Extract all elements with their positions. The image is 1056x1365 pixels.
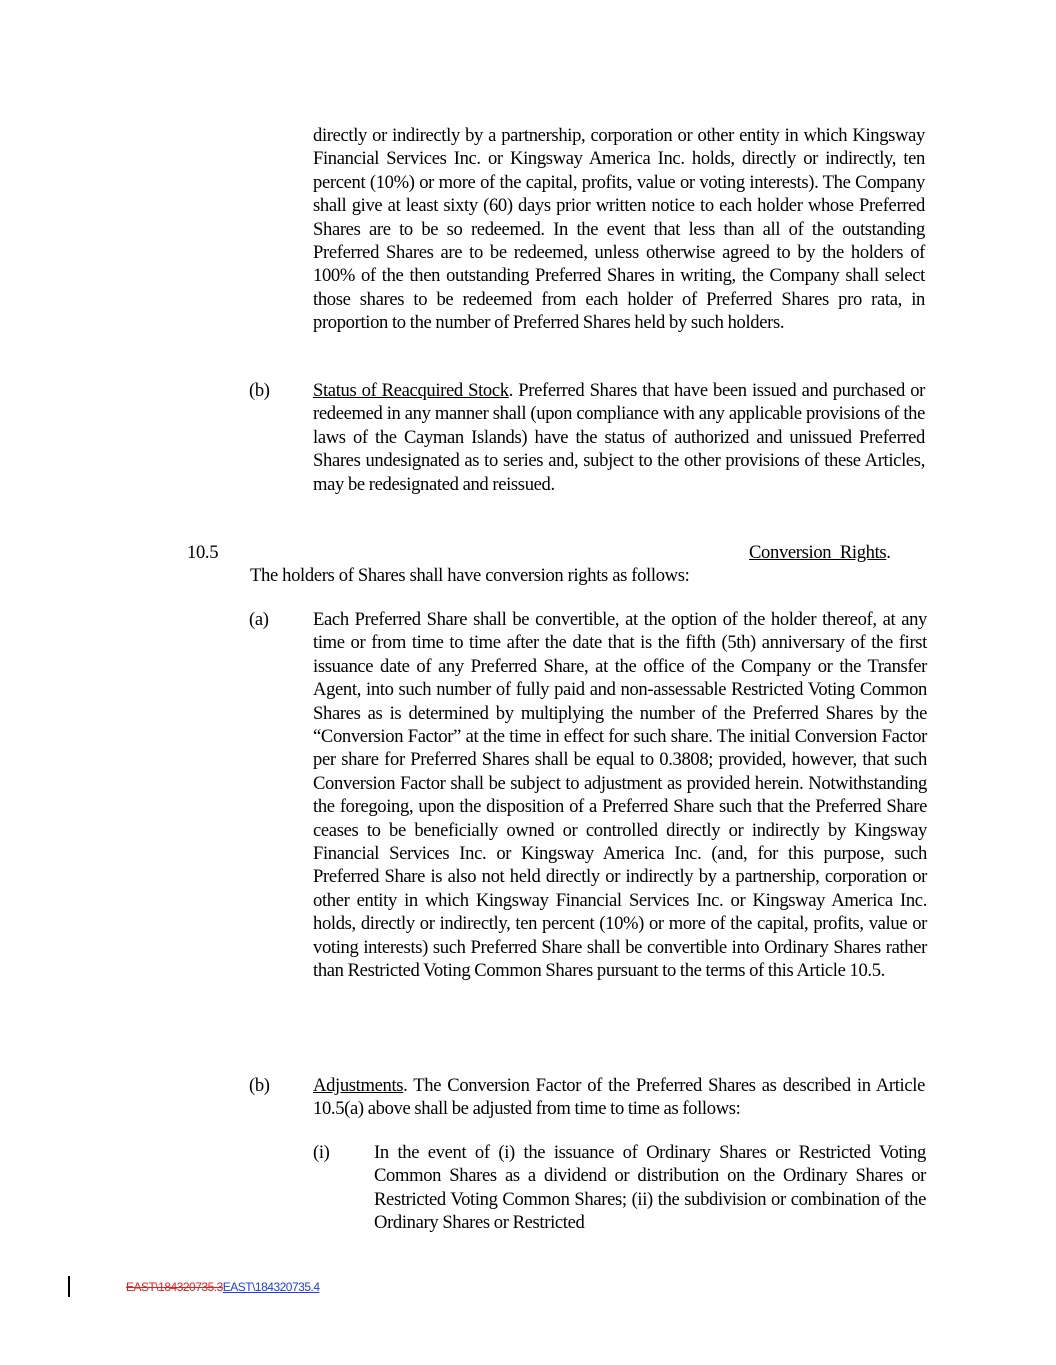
paragraph-continued: directly or indirectly by a partnership, corporation or other entity in which Kingsway Financial Services Inc. or Kingsway America Inc. holds, directly or indirectly, ten percent (10%) or more of the capital, profits, value or voting interests). The Company shall give at least sixty (60) days prior written notice to each holder whose Preferred Shares are to be so redeemed. In the event that less than all of the outstanding Preferred Shares are to be redeemed, unless otherwise agreed to by the holders of 100% of the then outstanding Preferred Shares in writing, the Company shall select those shares to be redeemed from each holder of Preferred Shares pro rata, in proportion to the number of Preferred Shares held by such holders.	[313, 125, 925, 334]
paragraph-status-of-reacquired-stock	[313, 379, 925, 496]
item-label-i: (i)	[313, 1142, 330, 1163]
item-label-b-adjustments: (b)	[249, 1075, 270, 1096]
footer-new-id: EAST\184320735.4	[222, 1280, 320, 1294]
conversion-rights-heading: Conversion Rights	[749, 542, 887, 563]
footer-old-id: EAST\184320735.3	[126, 1280, 223, 1294]
document-footer-id	[126, 1280, 320, 1294]
item-label-b: (b)	[249, 380, 270, 401]
adjustments-body: . The Conversion Factor of the Preferred Shares as described in Article 10.5(a) above shall be adjusted from time to time as follows:	[313, 1075, 925, 1120]
section-number-10-5: 10.5	[187, 542, 219, 563]
heading-status-of-reacquired-stock: Status of Reacquired Stock	[313, 380, 509, 401]
paragraph-adjustments	[313, 1074, 925, 1121]
status-body: . Preferred Shares that have been issued and purchased or redeemed in any manner shall (upon compliance with any applicable provisions of the laws of the Cayman Islands) have the status of authorized and unissued Preferred Shares undesignated as to series and, subject to the other provisions of these Articles, may be redesignated and reissued.	[313, 380, 925, 495]
paragraph-i: In the event of (i) the issuance of Ordinary Shares or Restricted Voting Common Shares as a dividend or distribution on the Ordinary Shares or Restricted Voting Common Shares; (ii) the subdivision or combination of the Ordinary Shares or Restricted	[374, 1142, 926, 1234]
section-heading-conversion-rights	[749, 541, 891, 564]
item-label-a: (a)	[249, 609, 269, 630]
conversion-rights-period: .	[886, 542, 891, 563]
heading-adjustments: Adjustments	[313, 1075, 404, 1096]
change-bar	[68, 1276, 70, 1297]
section-intro: The holders of Shares shall have conversion rights as follows:	[250, 565, 690, 586]
paragraph-conversion-a: Each Preferred Share shall be convertible, at the option of the holder thereof, at any time or from time to time after the date that is the fifth (5th) anniversary of the first issuance date of any Preferred Share, at the office of the Company or the Transfer Agent, into such number of fully paid and non-assessable Restricted Voting Common Shares as is determined by multiplying the number of the Preferred Shares by the “Conversion Factor” at the time in effect for such share. The initial Conversion Factor per share for Preferred Shares shall be equal to 0.3808; provided, however, that such Conversion Factor shall be subject to adjustment as provided herein. Notwithstanding the foregoing, upon the disposition of a Preferred Share such that the Preferred Share ceases to be beneficially owned or controlled directly or indirectly by Kingsway Financial Services Inc. or Kingsway America Inc. (and, for this purpose, such Preferred Share is also not held directly or indirectly by a partnership, corporation or other entity in which Kingsway Financial Services Inc. or Kingsway America Inc. holds, directly or indirectly, ten percent (10%) or more of the capital, profits, value or voting interests) such Preferred Share shall be convertible into Ordinary Shares rather than Restricted Voting Common Shares pursuant to the terms of this Article 10.5.	[313, 609, 927, 982]
